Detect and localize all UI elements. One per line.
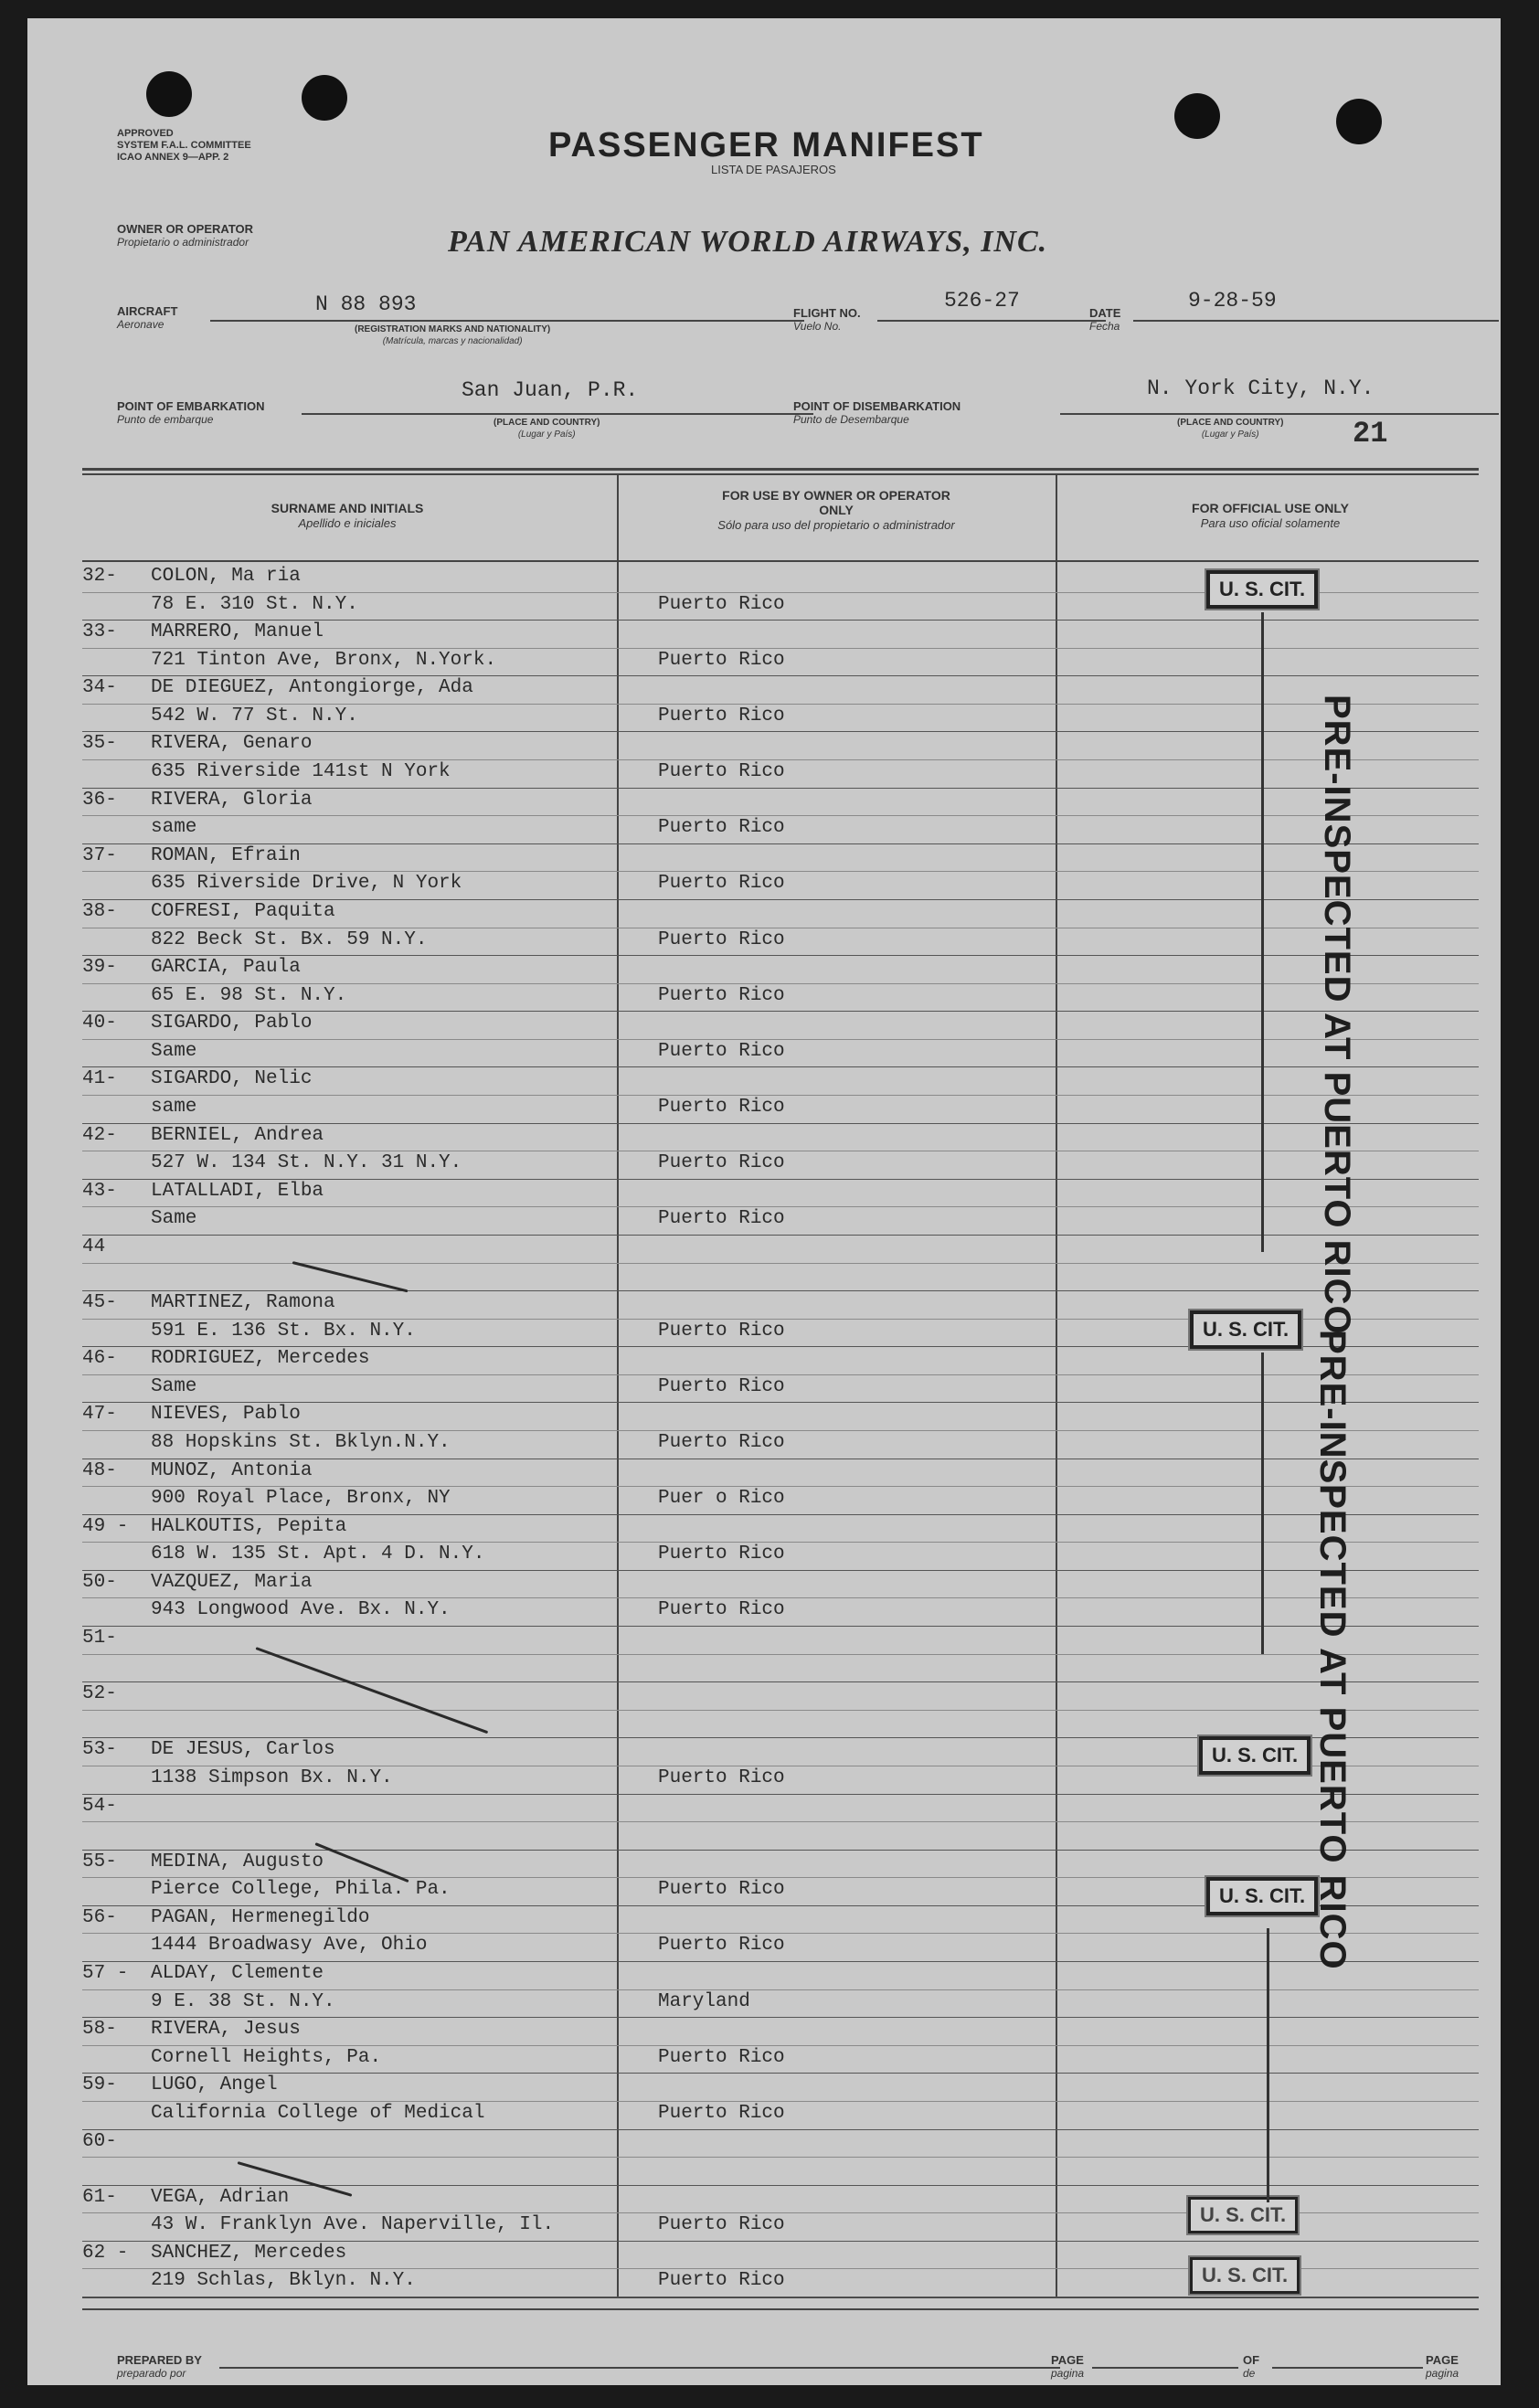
row-subdivider [82, 1206, 1479, 1207]
punch-hole [302, 75, 347, 121]
us-citizen-stamp: U. S. CIT. [1206, 1877, 1318, 1915]
passenger-name: DE JESUS, Carlos [151, 1739, 335, 1760]
disembark-place-note: (PLACE AND COUNTRY) (Lugar y País) [1177, 418, 1284, 440]
passenger-name: GARCIA, Paula [151, 957, 301, 978]
passenger-address: 1444 Broadwasy Ave, Ohio [151, 1935, 428, 1956]
registration-note: (REGISTRATION MARKS AND NATIONALITY) (Matrícula, marcas y nacionalidad) [355, 324, 551, 346]
row-divider [82, 1570, 1479, 1571]
row-number: 34- [82, 677, 117, 698]
row-subdivider [82, 1095, 1479, 1096]
row-number: 36- [82, 790, 117, 811]
header-bottom-rule [82, 560, 1479, 562]
row-subdivider [82, 1821, 1479, 1822]
punch-hole [1174, 93, 1220, 139]
row-number: 51- [82, 1628, 117, 1649]
passenger-citizenship: Puerto Rico [658, 1432, 785, 1453]
row-subdivider [82, 1710, 1479, 1711]
passenger-name: MEDINA, Augusto [151, 1851, 324, 1872]
void-mark [292, 1261, 409, 1292]
passenger-citizenship: Puerto Rico [658, 1208, 785, 1229]
passenger-address: 1138 Simpson Bx. N.Y. [151, 1767, 393, 1788]
preinspected-stamp: PRE-INSPECTED AT PUERTO RICO [1317, 695, 1357, 1335]
row-subdivider [82, 1597, 1479, 1598]
row-divider [82, 1794, 1479, 1795]
row-number: 42- [82, 1125, 117, 1146]
passenger-citizenship: Puerto Rico [658, 1041, 785, 1062]
passenger-citizenship: Puerto Rico [658, 817, 785, 838]
passenger-citizenship: Puerto Rico [658, 2103, 785, 2124]
row-number: 35- [82, 733, 117, 754]
row-number: 52- [82, 1683, 117, 1704]
row-divider [82, 1290, 1479, 1291]
row-divider [82, 1850, 1479, 1851]
flight-label: FLIGHT NO. Vuelo No. [793, 306, 861, 333]
passenger-address: Same [151, 1208, 197, 1229]
row-subdivider [82, 1654, 1479, 1655]
table-top-rule [82, 468, 1479, 471]
row-number: 55- [82, 1851, 117, 1872]
passenger-name: PAGAN, Hermenegildo [151, 1907, 370, 1928]
passenger-name: SANCHEZ, Mercedes [151, 2243, 347, 2264]
footer-rule [82, 2308, 1479, 2310]
date-line [1133, 320, 1499, 322]
row-subdivider [82, 1374, 1479, 1375]
approved-line: ICAO ANNEX 9—APP. 2 [117, 152, 229, 163]
passenger-citizenship: Puerto Rico [658, 1543, 785, 1565]
row-divider [82, 675, 1479, 676]
punch-hole [146, 71, 192, 117]
disembark-value: N. York City, N.Y. [1147, 377, 1374, 400]
passenger-address: 65 E. 98 St. N.Y. [151, 985, 347, 1006]
passenger-citizenship: Puerto Rico [658, 929, 785, 950]
sheet-number: 21 [1353, 417, 1388, 451]
row-number: 44 [82, 1236, 106, 1257]
passenger-name: RIVERA, Gloria [151, 790, 313, 811]
passenger-citizenship: Puerto Rico [658, 1879, 785, 1900]
passenger-address: 822 Beck St. Bx. 59 N.Y. [151, 929, 428, 950]
row-number: 38- [82, 901, 117, 922]
row-divider [82, 1066, 1479, 1067]
passenger-name: VAZQUEZ, Maria [151, 1572, 313, 1593]
date-label: DATE Fecha [1089, 306, 1121, 333]
passenger-citizenship: Puerto Rico [658, 1321, 785, 1342]
row-number: 54- [82, 1796, 117, 1817]
passenger-name: LATALLADI, Elba [151, 1181, 324, 1202]
disembark-line [1060, 413, 1499, 415]
passenger-citizenship: Puerto Rico [658, 2270, 785, 2291]
row-number: 45- [82, 1292, 117, 1313]
passenger-name: RIVERA, Jesus [151, 2019, 301, 2040]
row-number: 46- [82, 1348, 117, 1369]
passenger-address: 900 Royal Place, Bronx, NY [151, 1488, 451, 1509]
passenger-address: 618 W. 135 St. Apt. 4 D. N.Y. [151, 1543, 485, 1565]
page-label-2: PAGE pagina [1426, 2353, 1459, 2380]
passenger-citizenship: Puer o Rico [658, 1488, 785, 1509]
passenger-address: 9 E. 38 St. N.Y. [151, 1991, 335, 2012]
void-mark [255, 1647, 488, 1734]
date-value: 9-28-59 [1188, 289, 1277, 313]
row-number: 61- [82, 2187, 117, 2208]
row-divider [82, 1235, 1479, 1236]
passenger-citizenship: Puerto Rico [658, 1935, 785, 1956]
passenger-address: 635 Riverside Drive, N York [151, 873, 462, 894]
row-number: 48- [82, 1460, 117, 1481]
passenger-citizenship: Maryland [658, 1991, 750, 2012]
passenger-name: NIEVES, Pablo [151, 1404, 301, 1425]
row-divider [82, 731, 1479, 732]
row-subdivider [82, 815, 1479, 816]
passenger-citizenship: Puerto Rico [658, 873, 785, 894]
passenger-name: DE DIEGUEZ, Antongiorge, Ada [151, 677, 473, 698]
passenger-address: 527 W. 134 St. N.Y. 31 N.Y. [151, 1152, 462, 1173]
passenger-citizenship: Puerto Rico [658, 1097, 785, 1118]
row-subdivider [82, 759, 1479, 760]
us-citizen-stamp: U. S. CIT. [1190, 2257, 1300, 2294]
passenger-name: MARRERO, Manuel [151, 621, 324, 642]
row-number: 62 - [82, 2243, 129, 2264]
passenger-address: Cornell Heights, Pa. [151, 2047, 382, 2068]
row-divider [82, 1179, 1479, 1180]
passenger-address: 219 Schlas, Bklyn. N.Y. [151, 2270, 416, 2291]
embark-place-note: (PLACE AND COUNTRY) (Lugar y País) [494, 418, 600, 440]
flight-value: 526-27 [944, 289, 1020, 313]
passenger-address: Same [151, 1041, 197, 1062]
row-divider [82, 1514, 1479, 1515]
passenger-name: HALKOUTIS, Pepita [151, 1516, 347, 1537]
passenger-name: ROMAN, Efrain [151, 845, 301, 866]
check-mark-line [1261, 612, 1264, 1252]
row-divider [82, 1681, 1479, 1682]
row-number: 33- [82, 621, 117, 642]
row-number: 58- [82, 2019, 117, 2040]
punch-hole [1336, 99, 1382, 144]
us-citizen-stamp: U. S. CIT. [1206, 570, 1318, 609]
row-subdivider [82, 983, 1479, 984]
approved-line: APPROVED [117, 128, 174, 139]
row-number: 60- [82, 2131, 117, 2152]
row-number: 53- [82, 1739, 117, 1760]
passenger-name: COLON, Ma ria [151, 566, 301, 587]
passenger-citizenship: Puerto Rico [658, 594, 785, 615]
row-divider [82, 1626, 1479, 1627]
operator-name: PAN AMERICAN WORLD AIRWAYS, INC. [448, 225, 1048, 259]
row-number: 59- [82, 2074, 117, 2095]
us-citizen-stamp: U. S. CIT. [1188, 2197, 1298, 2233]
table-top-rule2 [82, 473, 1479, 475]
manifest-page [27, 18, 1501, 2385]
row-number: 39- [82, 957, 117, 978]
row-divider [82, 1402, 1479, 1403]
page-subtitle: LISTA DE PASAJEROS [711, 163, 836, 176]
col-divider [617, 475, 619, 2297]
row-divider [82, 1011, 1479, 1012]
passenger-address: 943 Longwood Ave. Bx. N.Y. [151, 1599, 451, 1620]
embark-value: San Juan, P.R. [462, 378, 639, 402]
col-header-official: FOR OFFICIAL USE ONLY Para uso oficial solamente [1192, 501, 1349, 530]
col-divider [1056, 475, 1057, 2297]
row-subdivider [82, 1039, 1479, 1040]
passenger-name: BERNIEL, Andrea [151, 1125, 324, 1146]
row-divider [82, 843, 1479, 844]
passenger-address: Same [151, 1376, 197, 1397]
passenger-address: same [151, 1097, 197, 1118]
page-label: PAGE pagina [1051, 2353, 1085, 2380]
embark-line [302, 413, 813, 415]
aircraft-label: AIRCRAFT Aeronave [117, 304, 178, 331]
embark-label: POINT OF EMBARKATION Punto de embarque [117, 399, 265, 426]
of-line [1272, 2367, 1423, 2369]
passenger-citizenship: Puerto Rico [658, 650, 785, 671]
passenger-address: 721 Tinton Ave, Bronx, N.York. [151, 650, 497, 671]
row-divider [82, 899, 1479, 900]
passenger-name: SIGARDO, Pablo [151, 1013, 313, 1034]
passenger-name: SIGARDO, Nelic [151, 1068, 313, 1089]
check-mark-line [1267, 1928, 1269, 2202]
passenger-address: 542 W. 77 St. N.Y. [151, 705, 358, 727]
passenger-citizenship: Puerto Rico [658, 1152, 785, 1173]
passenger-address: 88 Hopskins St. Bklyn.N.Y. [151, 1432, 451, 1453]
us-citizen-stamp: U. S. CIT. [1199, 1736, 1311, 1775]
passenger-address: same [151, 817, 197, 838]
row-number: 40- [82, 1013, 117, 1034]
row-subdivider [82, 1542, 1479, 1543]
row-number: 32- [82, 566, 117, 587]
row-number: 49 - [82, 1516, 129, 1537]
row-number: 50- [82, 1572, 117, 1593]
passenger-citizenship: Puerto Rico [658, 761, 785, 782]
page-title: PASSENGER MANIFEST [548, 126, 984, 164]
row-subdivider [82, 648, 1479, 649]
passenger-citizenship: Puerto Rico [658, 1767, 785, 1788]
passenger-address: 78 E. 310 St. N.Y. [151, 594, 358, 615]
of-label: OF de [1243, 2353, 1260, 2380]
approved-line: SYSTEM F.A.L. COMMITTEE [117, 140, 251, 151]
passenger-name: ALDAY, Clemente [151, 1963, 324, 1984]
aircraft-value: N 88 893 [315, 292, 417, 316]
disembark-label: POINT OF DISEMBARKATION Punto de Desembarque [793, 399, 961, 426]
row-divider [82, 620, 1479, 621]
row-divider [82, 955, 1479, 956]
passenger-citizenship: Puerto Rico [658, 705, 785, 727]
passenger-name: COFRESI, Paquita [151, 901, 335, 922]
row-number: 41- [82, 1068, 117, 1089]
row-divider [82, 788, 1479, 789]
passenger-citizenship: Puerto Rico [658, 2047, 785, 2068]
row-divider [82, 2241, 1479, 2242]
preinspected-stamp: PRE-INSPECTED AT PUERTO RICO [1312, 1330, 1353, 1970]
owner-label: OWNER OR OPERATOR Propietario o administrador [117, 222, 254, 249]
col-header-owner: FOR USE BY OWNER OR OPERATOR ONLY Sólo para uso del propietario o administrador [717, 488, 955, 532]
flight-line [877, 320, 1106, 322]
passenger-address: 43 W. Franklyn Ave. Naperville, Il. [151, 2214, 555, 2235]
aircraft-line [210, 320, 804, 322]
row-subdivider [82, 1486, 1479, 1487]
passenger-citizenship: Puerto Rico [658, 985, 785, 1006]
row-subdivider [82, 871, 1479, 872]
approved-note [117, 128, 251, 164]
us-citizen-stamp: U. S. CIT. [1190, 1310, 1301, 1349]
passenger-name: MARTINEZ, Ramona [151, 1292, 335, 1313]
row-number: 57 - [82, 1963, 129, 1984]
row-number: 56- [82, 1907, 117, 1928]
passenger-name: LUGO, Angel [151, 2074, 278, 2095]
passenger-address: California College of Medical [151, 2103, 485, 2124]
passenger-citizenship: Puerto Rico [658, 1376, 785, 1397]
passenger-name: VEGA, Adrian [151, 2187, 290, 2208]
passenger-address: Pierce College, Phila. Pa. [151, 1879, 451, 1900]
row-subdivider [82, 704, 1479, 705]
passenger-citizenship: Puerto Rico [658, 2214, 785, 2235]
passenger-address: 591 E. 136 St. Bx. N.Y. [151, 1321, 416, 1342]
prepared-by-label: PREPARED BY preparado por [117, 2353, 202, 2380]
passenger-name: RIVERA, Genaro [151, 733, 313, 754]
row-divider [82, 1123, 1479, 1124]
page-line [1092, 2367, 1238, 2369]
row-number: 37- [82, 845, 117, 866]
prepared-by-line [219, 2367, 1060, 2369]
row-number: 43- [82, 1181, 117, 1202]
passenger-name: MUNOZ, Antonia [151, 1460, 313, 1481]
col-header-name: SURNAME AND INITIALS Apellido e iniciales [271, 501, 424, 530]
check-mark-line [1261, 1353, 1264, 1654]
passenger-citizenship: Puerto Rico [658, 1599, 785, 1620]
passenger-address: 635 Riverside 141st N York [151, 761, 451, 782]
row-number: 47- [82, 1404, 117, 1425]
passenger-name: RODRIGUEZ, Mercedes [151, 1348, 370, 1369]
row-subdivider [82, 1430, 1479, 1431]
